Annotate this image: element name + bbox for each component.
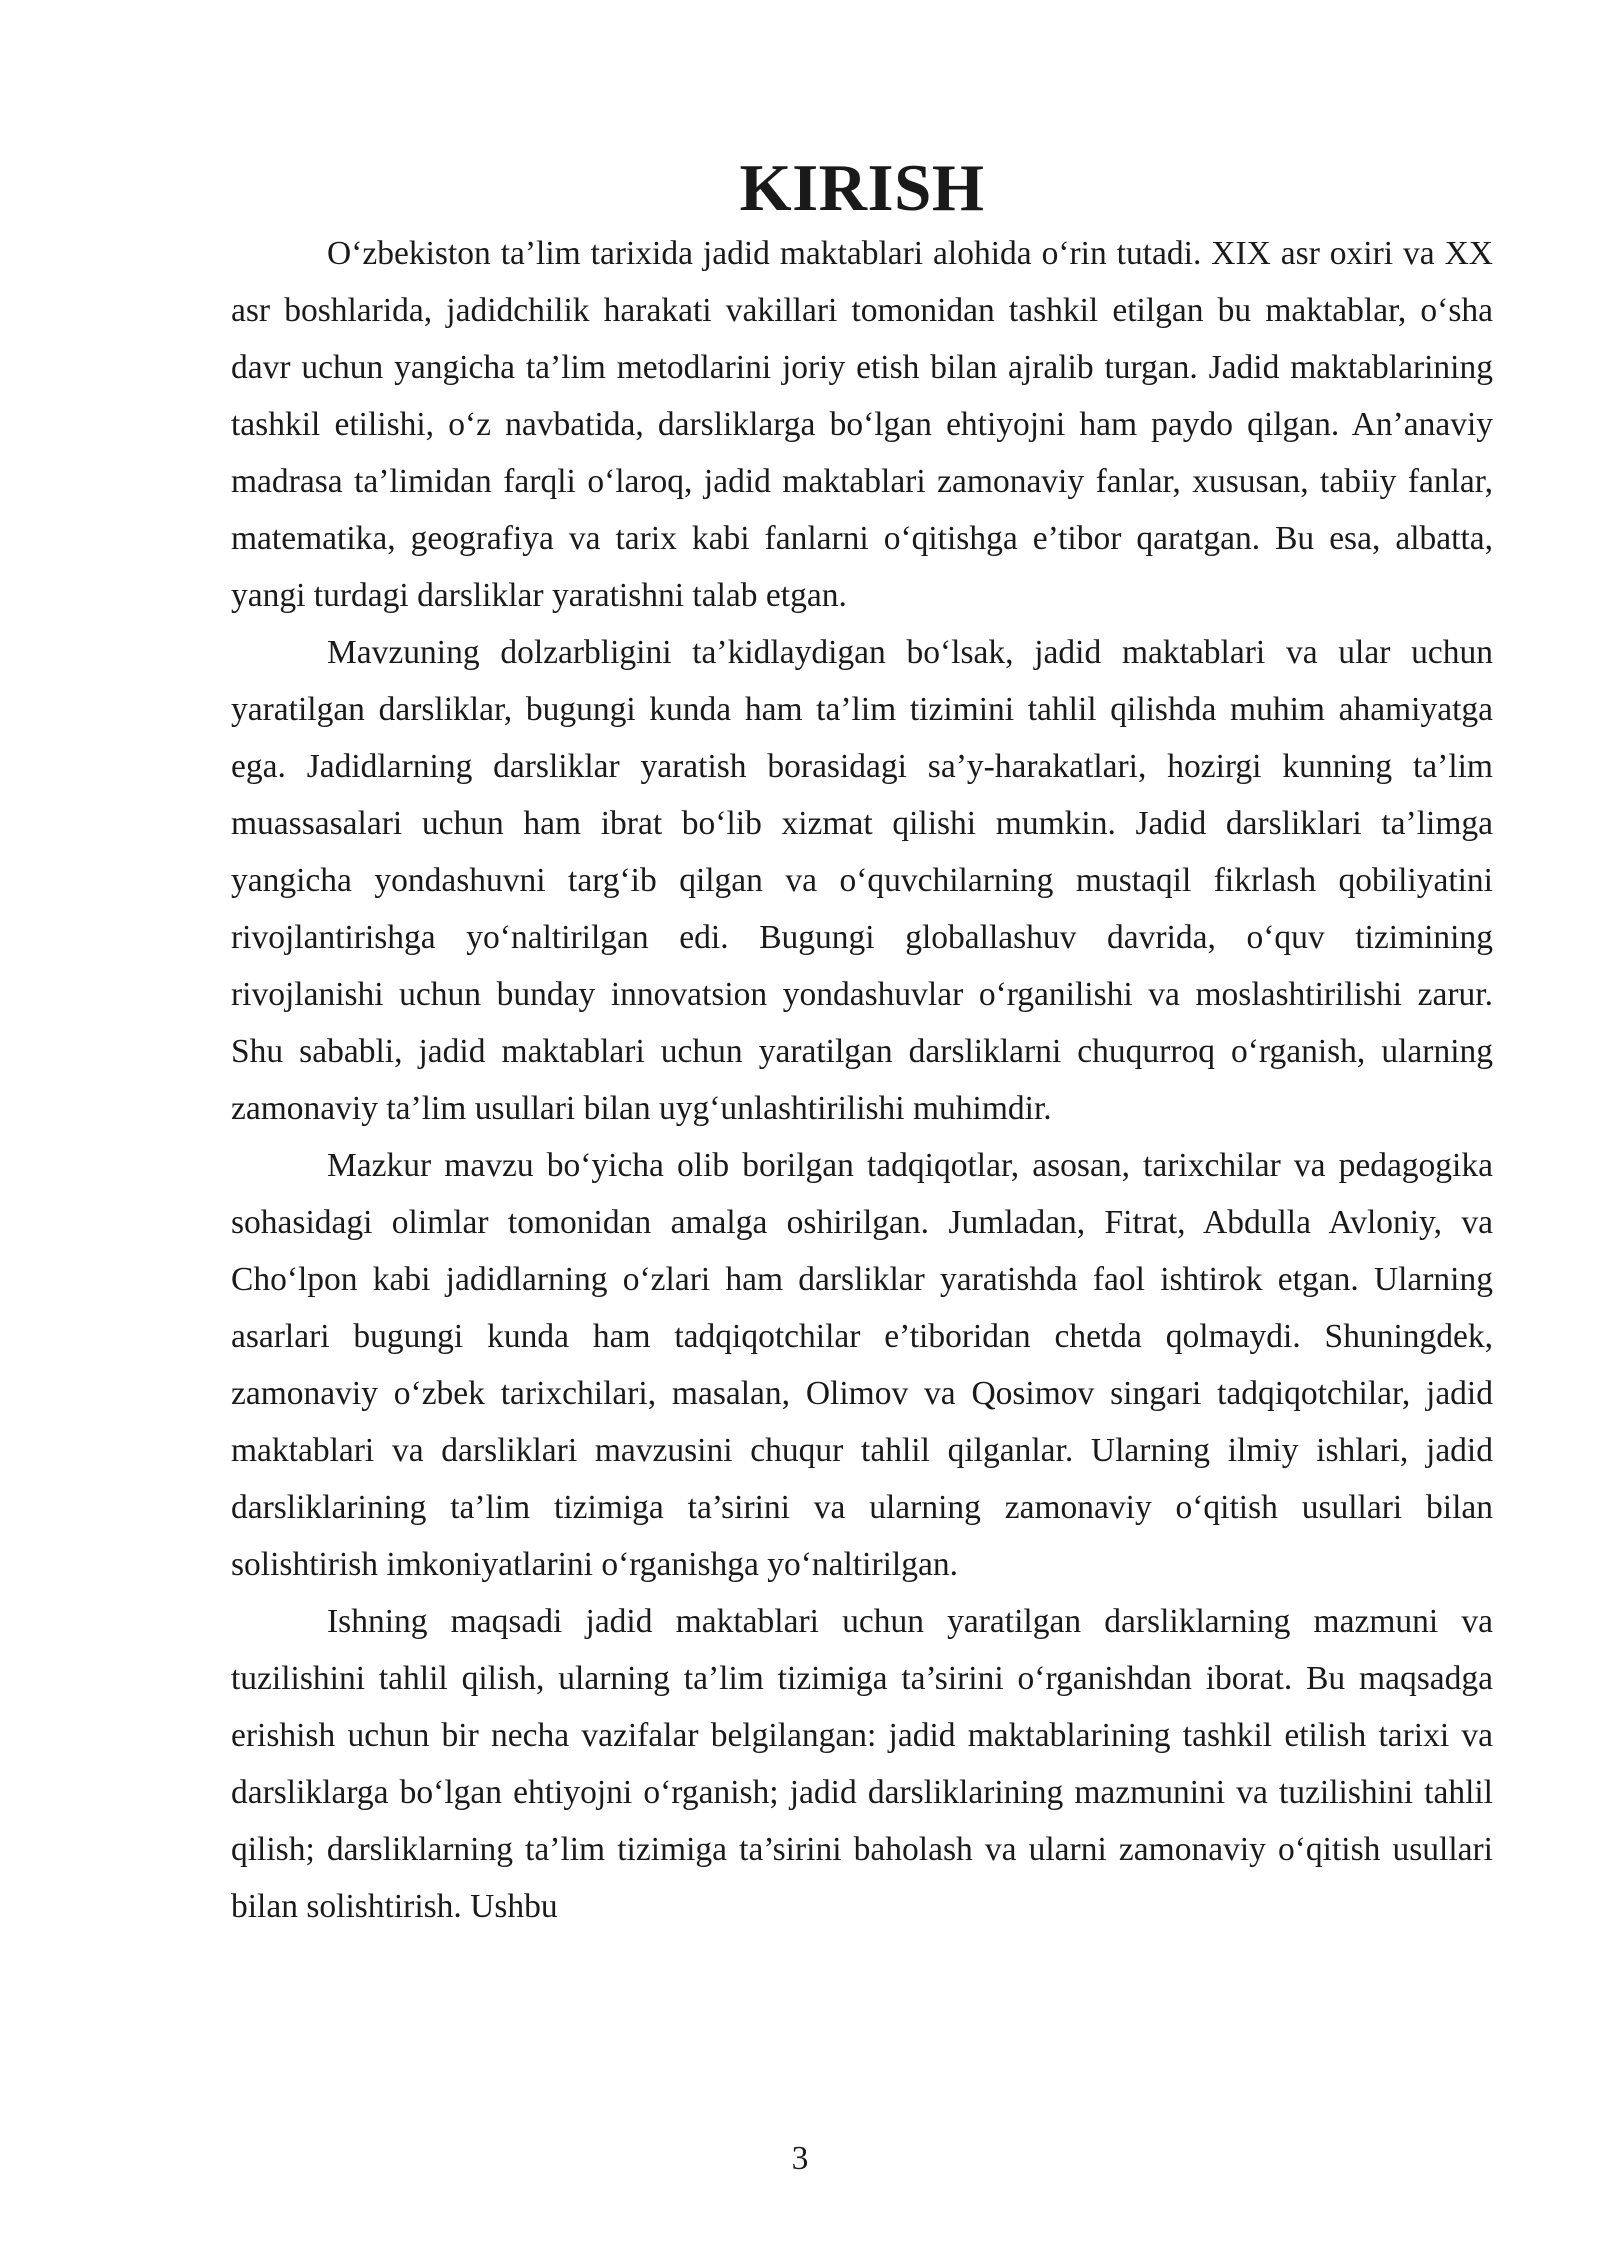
paragraph-4: Ishning maqsadi jadid maktablari uchun yaratilgan darsliklarning mazmuni va tuzilishini tahlil qilish, ularning ta’lim tizimiga ta’sirini o‘rganishdan iborat. Bu maqsadga erishish uchun bir necha vazifalar belgilangan: jadid maktablarining tashkil etilish tarixi va darsliklarga bo‘lgan ehtiyojni o‘rganish; jadid darsliklarining mazmunini va tuzilishini tahlil qilish; darsliklarning ta’lim tizimiga ta’sirini baholash va ularni zamonaviy o‘qitish usullari bilan solishtirish. Ushbu bbox=[231, 1603, 1493, 1925]
page-number: 3 bbox=[791, 2140, 809, 2177]
paragraph-1: O‘zbekiston ta’lim tarixida jadid maktablari alohida o‘rin tutadi. XIX asr oxiri va XX asr boshlarida, jadidchilik harakati vakillari tomonidan tashkil etilgan bu maktablar, o‘sha davr uchun yangicha ta’lim metodlarini joriy etish bilan ajralib turgan. Jadid maktablarining tashkil etilishi, o‘z navbatida, darsliklarga bo‘lgan ehtiyojni ham paydo qilgan. An’anaviy madrasa ta’limidan farqli o‘laroq, jadid maktablari zamonaviy fanlar, xususan, tabiiy fanlar, matematika, geografiya va tarix kabi fanlarni o‘qitishga e’tibor qaratgan. Bu esa, albatta, yangi turdagi darsliklar yaratishni talab etgan. bbox=[231, 235, 1493, 614]
section-title: KIRISH bbox=[739, 151, 985, 225]
page-content bbox=[231, 151, 1493, 1935]
paragraph-3: Mazkur mavzu bo‘yicha olib borilgan tadqiqotlar, asosan, tarixchilar va pedagogika sohasidagi olimlar tomonidan amalga oshirilgan. Jumladan, Fitrat, Abdulla Avloniy, va Cho‘lpon kabi jadidlarning o‘zlari ham darsliklar yaratishda faol ishtirok etgan. Ularning asarlari bugungi kunda ham tadqiqotchilar e’tiboridan chetda qolmaydi. Shuningdek, zamonaviy o‘zbek tarixchilari, masalan, Olimov va Qosimov singari tadqiqotchilar, jadid maktablari va darsliklari mavzusini chuqur tahlil qilganlar. Ularning ilmiy ishlari, jadid darsliklarining ta’lim tizimiga ta’sirini va ularning zamonaviy o‘qitish usullari bilan solishtirish imkoniyatlarini o‘rganishga yo‘naltirilgan. bbox=[231, 1147, 1493, 1583]
paragraph-2: Mavzuning dolzarbligini ta’kidlaydigan bo‘lsak, jadid maktablari va ular uchun yaratilgan darsliklar, bugungi kunda ham ta’lim tizimini tahlil qilishda muhim ahamiyatga ega. Jadidlarning darsliklar yaratish borasidagi sa’y-harakatlari, hozirgi kunning ta’lim muassasalari uchun ham ibrat bo‘lib xizmat qilishi mumkin. Jadid darsliklari ta’limga yangicha yondashuvni targ‘ib qilgan va o‘quvchilarning mustaqil fikrlash qobiliyatini rivojlantirishga yo‘naltirilgan edi. Bugungi globallashuv davrida, o‘quv tizimining rivojlanishi uchun bunday innovatsion yondashuvlar o‘rganilishi va moslashtirilishi zarur. Shu sababli, jadid maktablari uchun yaratilgan darsliklarni chuqurroq o‘rganish, ularning zamonaviy ta’lim usullari bilan uyg‘unlashtirilishi muhimdir. bbox=[231, 634, 1493, 1127]
